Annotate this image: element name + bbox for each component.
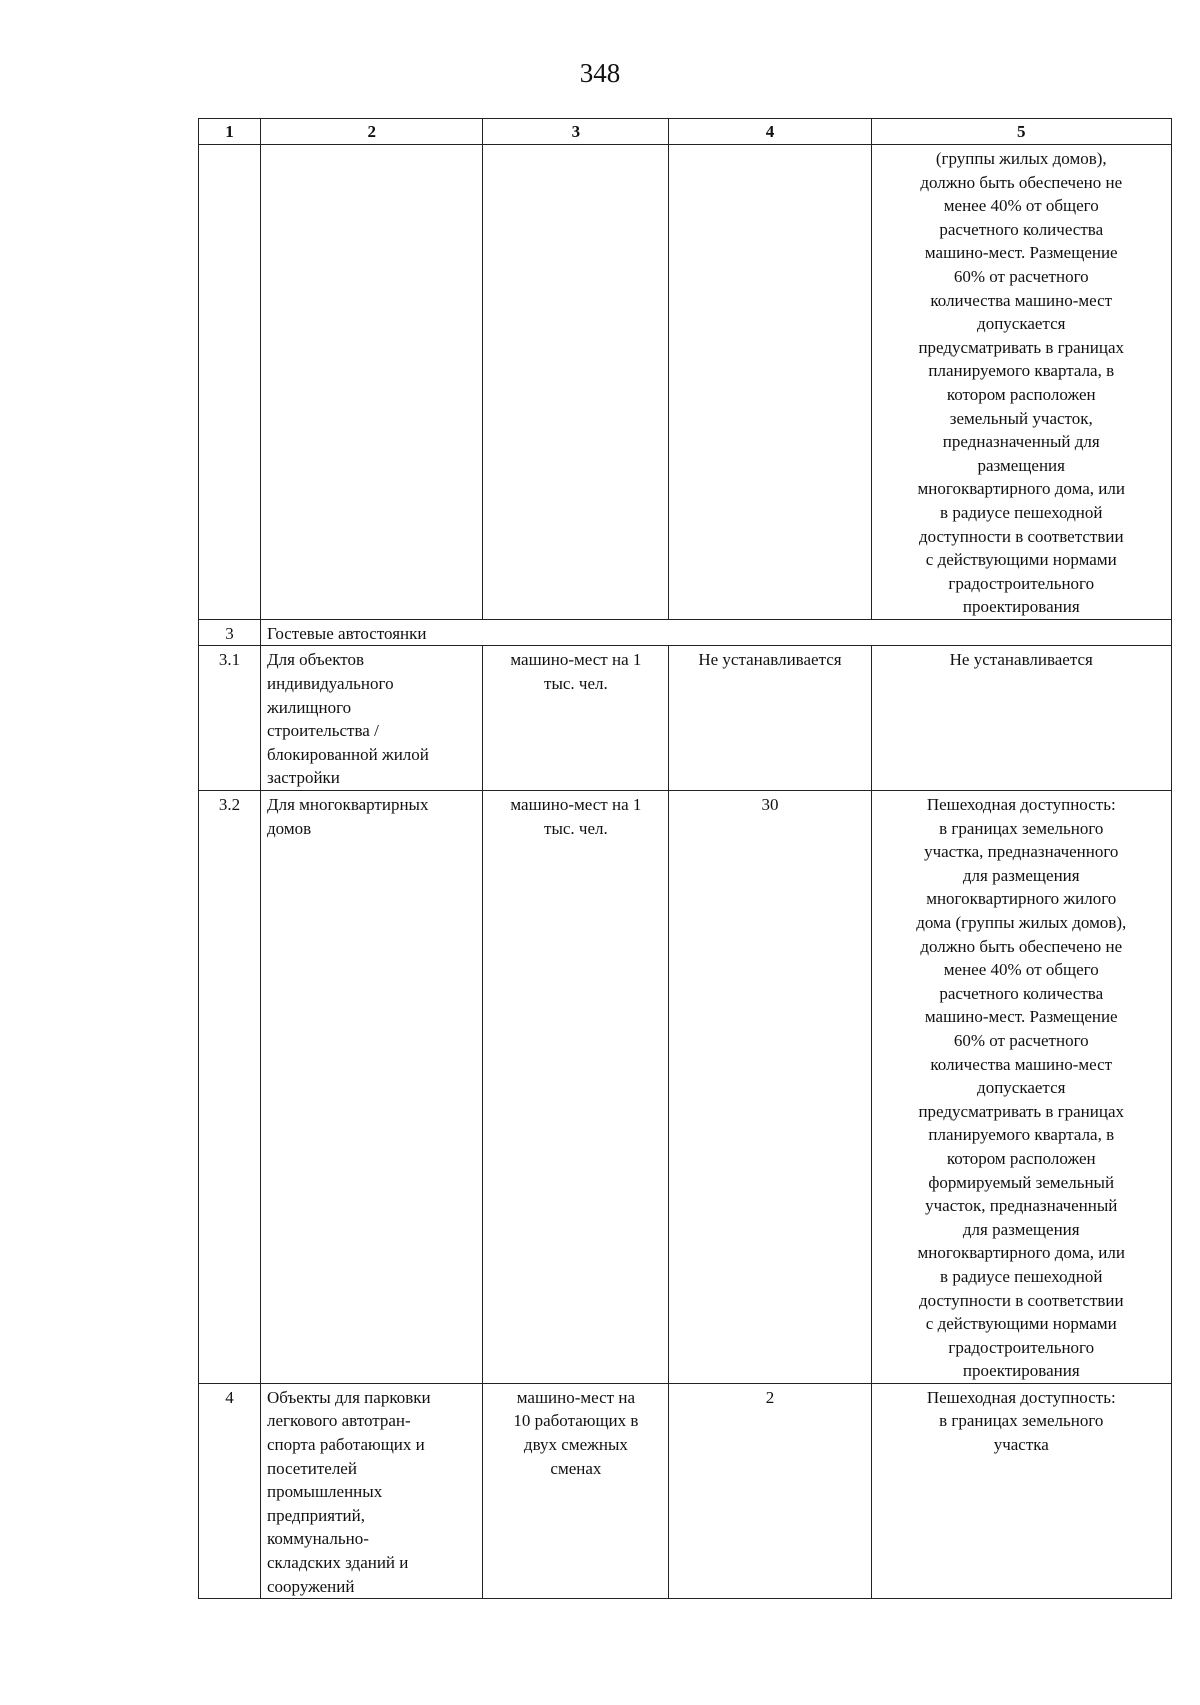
row-value: 2 (669, 1383, 871, 1598)
table-header-row (199, 119, 1172, 145)
row-unit: машино-мест на 1 тыс. чел. (483, 646, 669, 791)
section-title: Гостевые автостоянки (261, 619, 1172, 646)
table-row-continuation (199, 145, 1172, 620)
row-note: Не устанавливается (871, 646, 1172, 791)
row-name: Объекты для парковки легкового автотран- спорта работающих и посетителей промышленных предприятий, коммунально- складских зданий и сооружений (261, 1383, 483, 1598)
section-number: 3 (199, 619, 261, 646)
row-value: 30 (669, 791, 871, 1384)
header-cell-5: 5 (871, 119, 1172, 145)
table-row (199, 791, 1172, 1384)
row-name: Для объектов индивидуального жилищного строительства / блокированной жилой застройки (261, 646, 483, 791)
table-row (199, 1383, 1172, 1598)
row-note: Пешеходная доступность: в границах земельного участка (871, 1383, 1172, 1598)
row-number: 3.1 (199, 646, 261, 791)
cell-empty (261, 145, 483, 620)
continuation-note-cell: (группы жилых домов), должно быть обеспечено не менее 40% от общего расчетного количества машино-мест. Размещение 60% от расчетного количества машино-мест допускается предусматривать в границах планируемого квартала, в котором расположен земельный участок, предназначенный для размещения многоквартирного дома, или в радиусе пешеходной доступности в соответствии с действующими нормами градостроительного проектирования (871, 145, 1172, 620)
header-cell-1: 1 (199, 119, 261, 145)
header-cell-2: 2 (261, 119, 483, 145)
row-unit: машино-мест на 10 работающих в двух смежных сменах (483, 1383, 669, 1598)
cell-empty (669, 145, 871, 620)
cell-empty (483, 145, 669, 620)
cell-empty (199, 145, 261, 620)
row-unit: машино-мест на 1 тыс. чел. (483, 791, 669, 1384)
row-number: 4 (199, 1383, 261, 1598)
page-number: 348 (579, 58, 621, 88)
section-row (199, 619, 1172, 646)
header-cell-3: 3 (483, 119, 669, 145)
row-name: Для многоквартирных домов (261, 791, 483, 1384)
table-row (199, 646, 1172, 791)
row-number: 3.2 (199, 791, 261, 1384)
row-value: Не устанавливается (669, 646, 871, 791)
header-cell-4: 4 (669, 119, 871, 145)
norms-table (198, 118, 1172, 1599)
row-note: Пешеходная доступность: в границах земельного участка, предназначенного для размещения многоквартирного жилого дома (группы жилых домов), должно быть обеспечено не менее 40% от общего расчетного количества машино-мест. Размещение 60% от расчетного количества машино-мест допускается предусматривать в границах планируемого квартала, в котором расположен формируемый земельный участок, предназначенный для размещения многоквартирного дома, или в радиусе пешеходной доступности в соответствии с действующими нормами градостроительного проектирования (871, 791, 1172, 1384)
